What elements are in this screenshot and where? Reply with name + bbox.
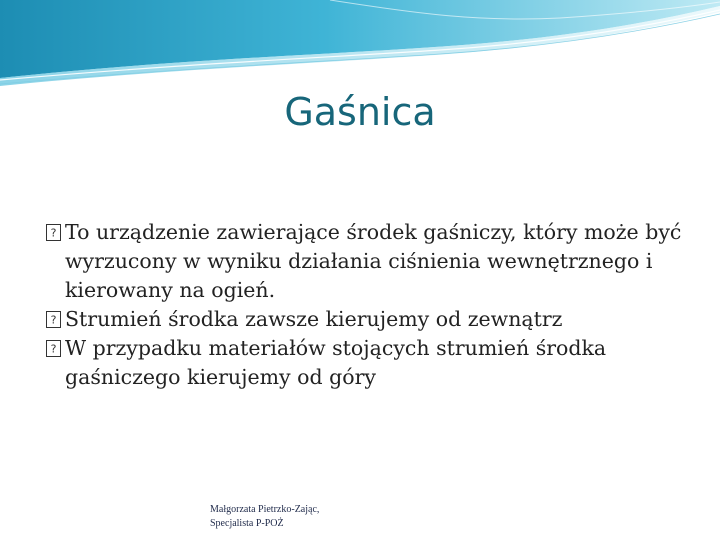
svg-text:?: ?	[50, 342, 57, 356]
bullet-text: W przypadku materiałów stojących strumień środka gaśniczego kierujemy od góry	[65, 336, 607, 389]
bullet-item	[45, 305, 685, 334]
author-role: Specjalista P-POŻ	[210, 518, 284, 529]
author-footer	[210, 503, 319, 531]
bullet-item	[45, 218, 685, 305]
bullet-item	[45, 334, 685, 392]
header-wave-decoration	[0, 0, 720, 90]
svg-text:?: ?	[50, 313, 57, 327]
missing-glyph-icon	[45, 305, 65, 334]
bullet-text: To urządzenie zawierające środek gaśniczy, który może być wyrzucony w wyniku działania ciśnienia wewnętrznego i kierowany na ogień.	[65, 220, 682, 302]
missing-glyph-icon	[45, 334, 65, 363]
bullet-text: Strumień środka zawsze kierujemy od zewnątrz	[65, 307, 563, 331]
bullet-list	[45, 218, 685, 392]
slide-title: Gaśnica	[284, 90, 436, 134]
author-name: Małgorzata Pietrzko-Zając,	[210, 504, 320, 515]
missing-glyph-icon	[45, 218, 65, 247]
svg-text:?: ?	[50, 226, 57, 240]
